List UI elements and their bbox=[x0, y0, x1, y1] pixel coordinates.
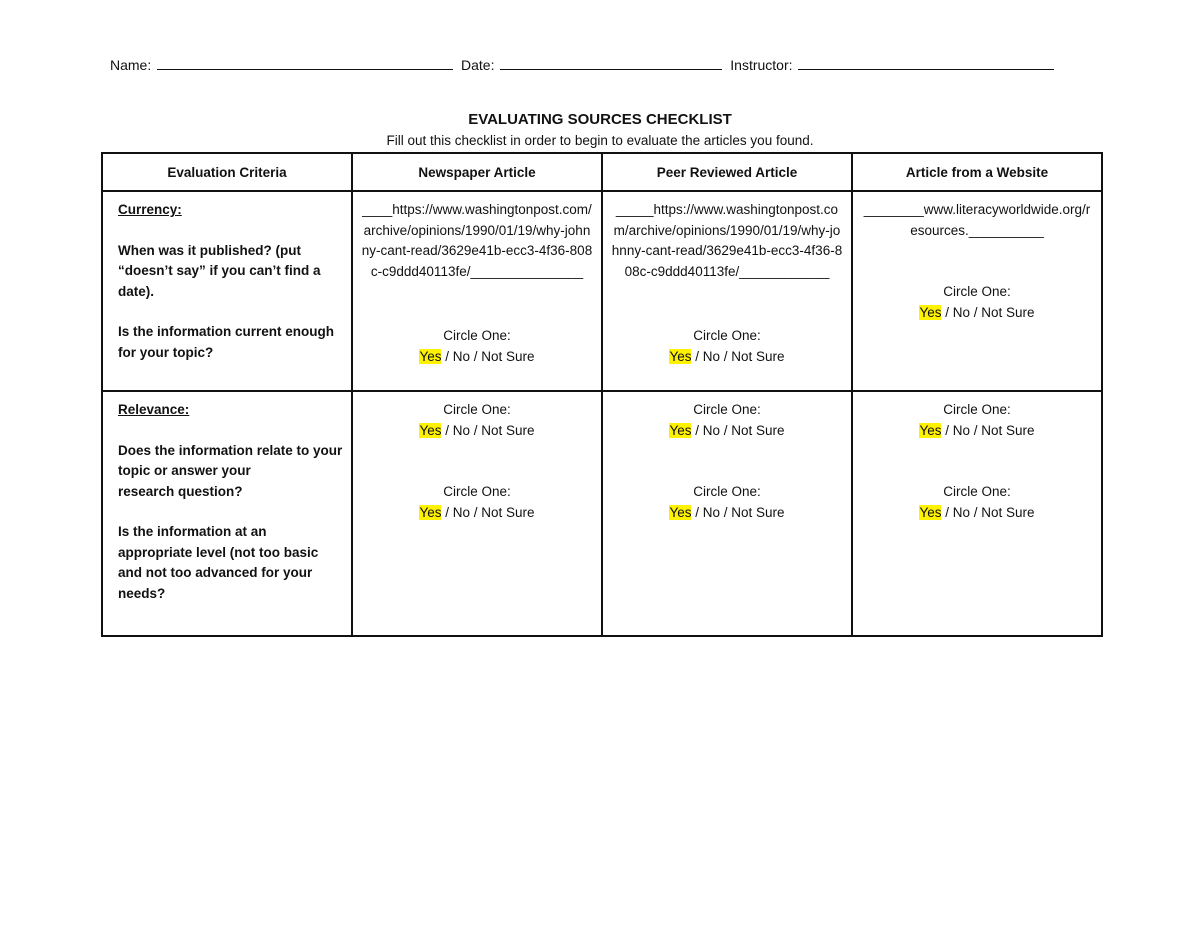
source-url: _____https://www.washingtonpost.com/archive/opinions/1990/01/19/why-johnny-cant-read/3629e41b-ecc3-4f36-808c-c9ddd40113fe/____________ bbox=[611, 202, 843, 279]
circle-one-label: Circle One: bbox=[943, 484, 1011, 499]
criteria-heading: Currency: bbox=[118, 202, 182, 217]
circle-one-label: Circle One: bbox=[443, 402, 511, 417]
other-options[interactable]: / No / Not Sure bbox=[941, 422, 1035, 438]
table-header-row bbox=[102, 153, 1102, 191]
yes-option[interactable]: Yes bbox=[669, 422, 692, 438]
page-title: EVALUATING SOURCES CHECKLIST bbox=[468, 111, 732, 128]
criteria-heading: Relevance: bbox=[118, 402, 190, 417]
checklist-table bbox=[101, 152, 1103, 637]
instructor-field-line[interactable] bbox=[798, 55, 1054, 70]
yes-option[interactable]: Yes bbox=[419, 348, 442, 364]
choice-options[interactable] bbox=[861, 303, 1093, 324]
name-label: Name: bbox=[110, 57, 152, 73]
date-label: Date: bbox=[461, 57, 495, 73]
page-subtitle: Fill out this checklist in order to begin to evaluate the articles you found. bbox=[386, 133, 814, 148]
other-options[interactable]: / No / Not Sure bbox=[691, 348, 785, 364]
criteria-cell-currency bbox=[102, 191, 352, 391]
criteria-question: Does the information relate to your topic or answer your research question? bbox=[118, 442, 343, 499]
circle-one-label: Circle One: bbox=[693, 484, 761, 499]
choice-options[interactable] bbox=[361, 347, 593, 368]
other-options[interactable]: / No / Not Sure bbox=[441, 348, 535, 364]
newspaper-currency-cell bbox=[352, 191, 602, 391]
other-options[interactable]: / No / Not Sure bbox=[941, 304, 1035, 320]
source-url: ________www.literacyworldwide.org/resources.__________ bbox=[863, 202, 1091, 238]
peer-currency-cell bbox=[602, 191, 852, 391]
yes-option[interactable]: Yes bbox=[919, 304, 942, 320]
yes-option[interactable]: Yes bbox=[419, 422, 442, 438]
yes-option[interactable]: Yes bbox=[419, 504, 442, 520]
source-url: ____https://www.washingtonpost.com/archive/opinions/1990/01/19/why-johnny-cant-read/3629e41b-ecc3-4f36-808c-c9ddd40113fe/_______________ bbox=[361, 202, 593, 279]
choice-options[interactable] bbox=[861, 503, 1093, 524]
newspaper-relevance-cell bbox=[352, 391, 602, 636]
circle-one-label: Circle One: bbox=[943, 284, 1011, 299]
circle-one-label: Circle One: bbox=[943, 402, 1011, 417]
choice-options[interactable] bbox=[611, 421, 843, 442]
circle-one-label: Circle One: bbox=[693, 328, 761, 343]
table-row-currency bbox=[102, 191, 1102, 391]
criteria-question: When was it published? (put “doesn’t say” if you can’t find a date). bbox=[118, 242, 321, 299]
circle-one-label: Circle One: bbox=[443, 484, 511, 499]
header-fields bbox=[110, 55, 1070, 73]
column-header: Newspaper Article bbox=[352, 153, 602, 191]
circle-one-label: Circle One: bbox=[443, 328, 511, 343]
table-row-relevance bbox=[102, 391, 1102, 636]
choice-options[interactable] bbox=[611, 503, 843, 524]
peer-relevance-cell bbox=[602, 391, 852, 636]
circle-one-label: Circle One: bbox=[693, 402, 761, 417]
other-options[interactable]: / No / Not Sure bbox=[691, 422, 785, 438]
website-currency-cell bbox=[852, 191, 1102, 391]
criteria-cell-relevance bbox=[102, 391, 352, 636]
choice-options[interactable] bbox=[861, 421, 1093, 442]
name-field-line[interactable] bbox=[157, 55, 453, 70]
yes-option[interactable]: Yes bbox=[919, 422, 942, 438]
column-header: Article from a Website bbox=[852, 153, 1102, 191]
column-header: Peer Reviewed Article bbox=[602, 153, 852, 191]
other-options[interactable]: / No / Not Sure bbox=[441, 422, 535, 438]
website-relevance-cell bbox=[852, 391, 1102, 636]
yes-option[interactable]: Yes bbox=[919, 504, 942, 520]
date-field-line[interactable] bbox=[500, 55, 722, 70]
column-header: Evaluation Criteria bbox=[102, 153, 352, 191]
other-options[interactable]: / No / Not Sure bbox=[941, 504, 1035, 520]
yes-option[interactable]: Yes bbox=[669, 348, 692, 364]
criteria-question: Is the information current enough for your topic? bbox=[118, 324, 335, 360]
instructor-label: Instructor: bbox=[730, 57, 793, 73]
yes-option[interactable]: Yes bbox=[669, 504, 692, 520]
criteria-question: Is the information at an appropriate level (not too basic and not too advanced for your needs? bbox=[118, 524, 319, 601]
other-options[interactable]: / No / Not Sure bbox=[691, 504, 785, 520]
choice-options[interactable] bbox=[361, 503, 593, 524]
other-options[interactable]: / No / Not Sure bbox=[441, 504, 535, 520]
choice-options[interactable] bbox=[611, 347, 843, 368]
choice-options[interactable] bbox=[361, 421, 593, 442]
